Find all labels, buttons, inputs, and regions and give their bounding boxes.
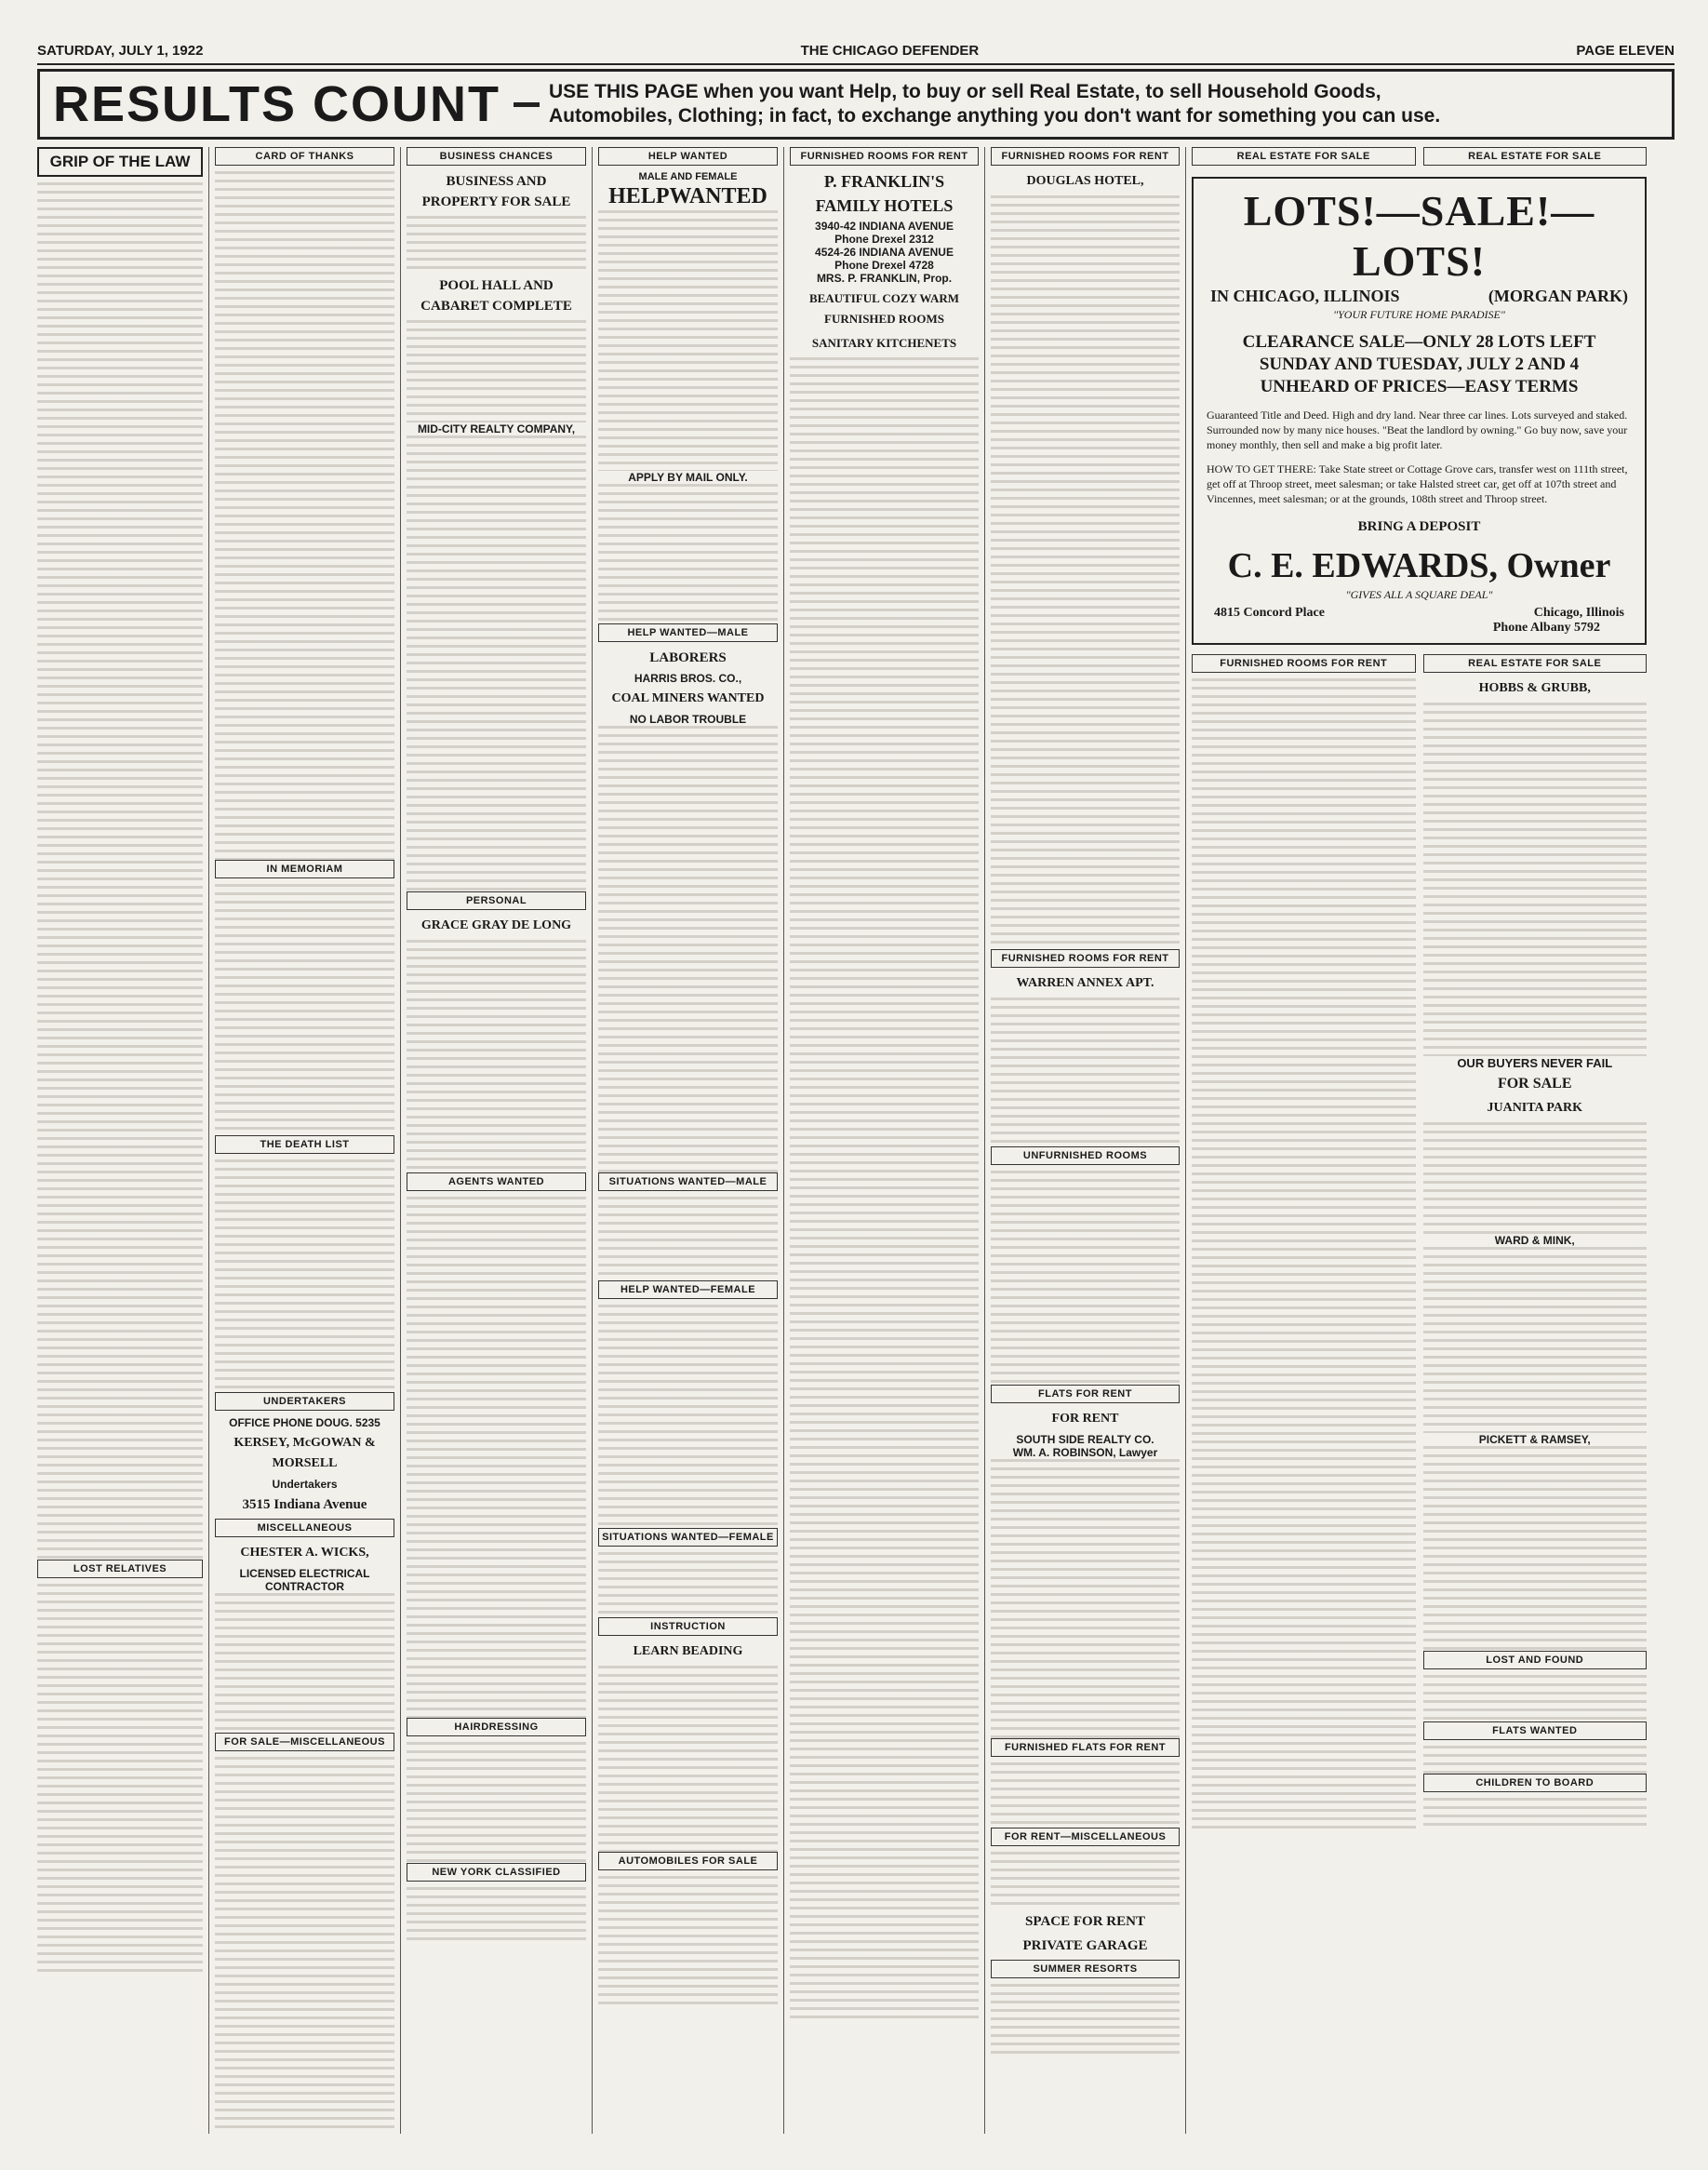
pool-hall-title: POOL HALL AND CABARET COMPLETE (420, 278, 572, 314)
lots-sale-ad (1192, 177, 1647, 645)
undertakers-name: KERSEY, McGOWAN & MORSELL (234, 1436, 376, 1470)
furnished-rooms-header-1: FURNISHED ROOMS FOR RENT (790, 147, 979, 166)
for-sale-title: FOR SALE (1497, 1076, 1572, 1092)
owner-name: C. E. EDWARDS, Owner (1227, 546, 1611, 585)
lost-relatives-text (37, 1584, 203, 1975)
helpwanted-title: HELPWANTED (608, 184, 767, 208)
folio-line (37, 37, 1675, 65)
column-grip-of-the-law (37, 147, 209, 2134)
lots-body: Guaranteed Title and Deed. High and dry land. Near three car lines. Lots surveyed and staked. Surrounded now by many nice houses. "Beat the landlord by owning." Go buy now, save your money monthly, then sell and make a big profit later. (1207, 409, 1628, 451)
sale-misc-header: FOR SALE—MISCELLANEOUS (215, 1733, 394, 1751)
for-rent-title: FOR RENT (1051, 1412, 1119, 1426)
franklin-phone-2: Phone Drexel 4728 (834, 259, 934, 272)
warren-text (991, 998, 1180, 1146)
furnished-rooms-header-3: FURNISHED ROOMS FOR RENT (991, 949, 1180, 968)
lots-motto: "YOUR FUTURE HOME PARADISE" (1333, 308, 1505, 321)
lots-directions: HOW TO GET THERE: Take State street or Cottage Grove cars, transfer west on 111th street, get off at Throop street, meet salesman; or take Halsted street car, get off at 107th street and Vincennes, meet salesman; or at the grounds, 108th street and Throop street. (1207, 462, 1628, 505)
hobbs-grubb: HOBBS & GRUBB, (1478, 681, 1591, 695)
column-thanks (215, 147, 401, 2134)
grace-gray-name: GRACE GRAY DE LONG (420, 918, 572, 932)
misc-text (215, 1593, 394, 1733)
wicks-name: CHESTER A. WICKS, (240, 1546, 369, 1560)
column-real-estate (1192, 147, 1652, 2134)
franklin-phone: Phone Drexel 2312 (834, 233, 934, 246)
kitchenettes: SANITARY KITCHENETS (811, 336, 957, 350)
help-female-text (598, 1305, 778, 1528)
wicks-sub: LICENSED ELECTRICAL CONTRACTOR (239, 1567, 370, 1593)
flats-wanted-header: FLATS WANTED (1423, 1721, 1648, 1740)
summer-resorts-header: SUMMER RESORTS (991, 1960, 1180, 1978)
undertakers-header: UNDERTAKERS (215, 1392, 394, 1411)
help-female-header: HELP WANTED—FEMALE (598, 1280, 778, 1299)
franklin-address: 3940-42 INDIANA AVENUE (815, 220, 954, 233)
hairdressing-text (407, 1742, 586, 1863)
real-estate-lower-right (1423, 654, 1648, 1832)
private-garage: PRIVATE GARAGE (1022, 1938, 1148, 1953)
column-help-wanted (598, 147, 784, 2134)
franklin-address-2: 4524-26 INDIANA AVENUE (815, 246, 954, 259)
classified-columns (37, 147, 1675, 2134)
coal-miners: COAL MINERS WANTED (611, 691, 765, 705)
automobiles-text (598, 1876, 778, 2006)
column-furnished-1 (790, 147, 985, 2134)
furnished-flats-text (991, 1762, 1180, 1828)
situations-male-header: SITUATIONS WANTED—MALE (598, 1172, 778, 1191)
hairdressing-header: HAIRDRESSING (407, 1718, 586, 1736)
furnished-listings-2 (991, 195, 1180, 949)
clearance-line-3: UNHEARD OF PRICES—EASY TERMS (1260, 377, 1579, 396)
harris-bros: HARRIS BROS. CO., (634, 672, 742, 685)
personal-header: PERSONAL (407, 891, 586, 910)
clearance-line-2: SUNDAY AND TUESDAY, JULY 2 AND 4 (1259, 355, 1580, 374)
real-estate-header-right: REAL ESTATE FOR SALE (1423, 147, 1648, 166)
owner-address-line (1201, 606, 1637, 621)
situations-female-header: SITUATIONS WANTED—FEMALE (598, 1528, 778, 1547)
franklin-title-1: P. FRANKLIN'S (823, 172, 945, 191)
business-text (407, 216, 586, 272)
business-chances-header: BUSINESS CHANCES (407, 147, 586, 166)
grip-of-the-law-header: GRIP OF THE LAW (37, 147, 203, 177)
sale-misc-text (215, 1757, 394, 2129)
real-estate-header-lower: REAL ESTATE FOR SALE (1423, 654, 1648, 673)
undertakers-phone: OFFICE PHONE DOUG. 5235 (229, 1416, 380, 1429)
memoriam-text (215, 884, 394, 1135)
pickett-text (1423, 1446, 1648, 1651)
lost-found-header: LOST AND FOUND (1423, 1651, 1648, 1669)
furnished-listings-1 (790, 357, 979, 2023)
situations-male-text (598, 1197, 778, 1280)
lots-location (1201, 287, 1637, 306)
flats-for-rent-header: FLATS FOR RENT (991, 1385, 1180, 1403)
undertakers-address: 3515 Indiana Avenue (242, 1497, 367, 1512)
flats-text (991, 1459, 1180, 1738)
owner-phone: Phone Albany 5792 (1492, 621, 1600, 635)
automobiles-header: AUTOMOBILES FOR SALE (598, 1852, 778, 1870)
banner-dash (514, 102, 540, 107)
real-estate-headers (1192, 147, 1647, 171)
furnished-rooms-header-2: FURNISHED ROOMS FOR RENT (991, 147, 1180, 166)
rent-misc-header: FOR RENT—MISCELLANEOUS (991, 1828, 1180, 1846)
help-male-header: HELP WANTED—MALE (598, 623, 778, 642)
thanks-text (215, 171, 394, 860)
owner-city: Chicago, Illinois (1533, 606, 1624, 620)
help-list-text (598, 484, 778, 623)
furnished-listings-3 (1192, 678, 1416, 1832)
south-side-realty: SOUTH SIDE REALTY CO. (1016, 1433, 1154, 1446)
situations-female-text (598, 1552, 778, 1617)
slogan-line-2: Automobiles, Clothing; in fact, to exchange anything you don't want for something you can use. (549, 105, 1441, 127)
death-list-header: THE DEATH LIST (215, 1135, 394, 1154)
ward-mink: WARD & MINK, (1494, 1234, 1575, 1247)
business-property-title: BUSINESS AND PROPERTY FOR SALE (421, 174, 571, 209)
results-banner (37, 69, 1675, 140)
furnished-flats-header: FURNISHED FLATS FOR RENT (991, 1738, 1180, 1757)
male-female-sub: MALE AND FEMALE (638, 171, 738, 182)
buyers-never-fail: OUR BUYERS NEVER FAIL (1457, 1056, 1613, 1070)
rent-misc-text (991, 1852, 1180, 1908)
franklin-title-2: FAMILY HOTELS (815, 196, 954, 215)
personal-text (407, 940, 586, 1172)
cozy-rooms: BEAUTIFUL COZY WARM FURNISHED ROOMS (808, 291, 960, 326)
real-estate-lower (1192, 654, 1647, 1832)
memoriam-header: IN MEMORIAM (215, 860, 394, 878)
unfurnished-text (991, 1171, 1180, 1385)
flats-wanted-text (1423, 1746, 1648, 1774)
banner-title: RESULTS COUNT (53, 76, 500, 132)
warren-annex: WARREN ANNEX APT. (1016, 976, 1154, 990)
pool-text (407, 320, 586, 422)
summer-text (991, 1984, 1180, 2058)
pickett-ramsey: PICKETT & RAMSEY, (1478, 1433, 1591, 1446)
death-list-text (215, 1159, 394, 1392)
space-for-rent: SPACE FOR RENT (1025, 1914, 1145, 1929)
juanita-park: JUANITA PARK (1487, 1101, 1583, 1115)
instruction-header: INSTRUCTION (598, 1617, 778, 1636)
apply-by-mail: APPLY BY MAIL ONLY. (628, 471, 748, 484)
issue-date: SATURDAY, JULY 1, 1922 (37, 42, 204, 59)
robinson-lawyer: WM. A. ROBINSON, Lawyer (1012, 1446, 1158, 1459)
banner-slogan (549, 80, 1440, 128)
undertakers-sub: Undertakers (272, 1478, 338, 1491)
help-wanted-header: HELP WANTED (598, 147, 778, 166)
help-wanted-text (598, 210, 778, 471)
card-of-thanks-header: CARD OF THANKS (215, 147, 394, 166)
column-furnished-2 (991, 147, 1186, 2134)
column-business (407, 147, 593, 2134)
children-board-header: CHILDREN TO BOARD (1423, 1774, 1648, 1792)
lots-headline: LOTS!—SALE!—LOTS! (1243, 187, 1595, 285)
miscellaneous-header: MISCELLANEOUS (215, 1519, 394, 1537)
ny-text (407, 1887, 586, 1943)
newspaper-page (37, 37, 1675, 2140)
furnished-rooms-header-4: FURNISHED ROOMS FOR RENT (1192, 654, 1416, 673)
hobbs-text (1423, 703, 1648, 1056)
franklin-proprietor: MRS. P. FRANKLIN, Prop. (816, 272, 953, 285)
male-help-text (598, 726, 778, 1172)
children-text (1423, 1798, 1648, 1826)
agents-text (407, 1197, 586, 1718)
law-news-text (37, 182, 203, 1560)
laborers-title: LABORERS (649, 650, 727, 665)
lots-park: (MORGAN PARK) (1488, 287, 1628, 305)
business-list-text (407, 435, 586, 891)
douglas-hotel: DOUGLAS HOTEL, (1026, 174, 1144, 188)
real-estate-header-left: REAL ESTATE FOR SALE (1192, 147, 1416, 166)
agents-wanted-header: AGENTS WANTED (407, 1172, 586, 1191)
realty-name: MID-CITY REALTY COMPANY, (417, 422, 576, 435)
juanita-text (1423, 1122, 1648, 1234)
page-number: PAGE ELEVEN (1576, 42, 1675, 59)
ny-classified-header: NEW YORK CLASSIFIED (407, 1863, 586, 1882)
lost-relatives-header: LOST RELATIVES (37, 1560, 203, 1578)
owner-motto: "GIVES ALL A SQUARE DEAL" (1345, 588, 1493, 601)
paper-name: THE CHICAGO DEFENDER (800, 42, 980, 59)
lost-found-text (1423, 1675, 1648, 1721)
unfurnished-header: UNFURNISHED ROOMS (991, 1146, 1180, 1165)
owner-address: 4815 Concord Place (1214, 606, 1325, 620)
clearance-line-1: CLEARANCE SALE—ONLY 28 LOTS LEFT (1242, 332, 1596, 352)
lots-city: IN CHICAGO, ILLINOIS (1210, 287, 1400, 305)
ward-text (1423, 1247, 1648, 1433)
slogan-line-1: USE THIS PAGE when you want Help, to buy or sell Real Estate, to sell Household Goods, (549, 81, 1381, 102)
real-estate-lower-left (1192, 654, 1416, 1832)
instruction-text (598, 1666, 778, 1852)
bring-deposit: BRING A DEPOSIT (1357, 519, 1481, 534)
no-labor-trouble: NO LABOR TROUBLE (629, 713, 747, 726)
learn-beading: LEARN BEADING (633, 1644, 743, 1658)
